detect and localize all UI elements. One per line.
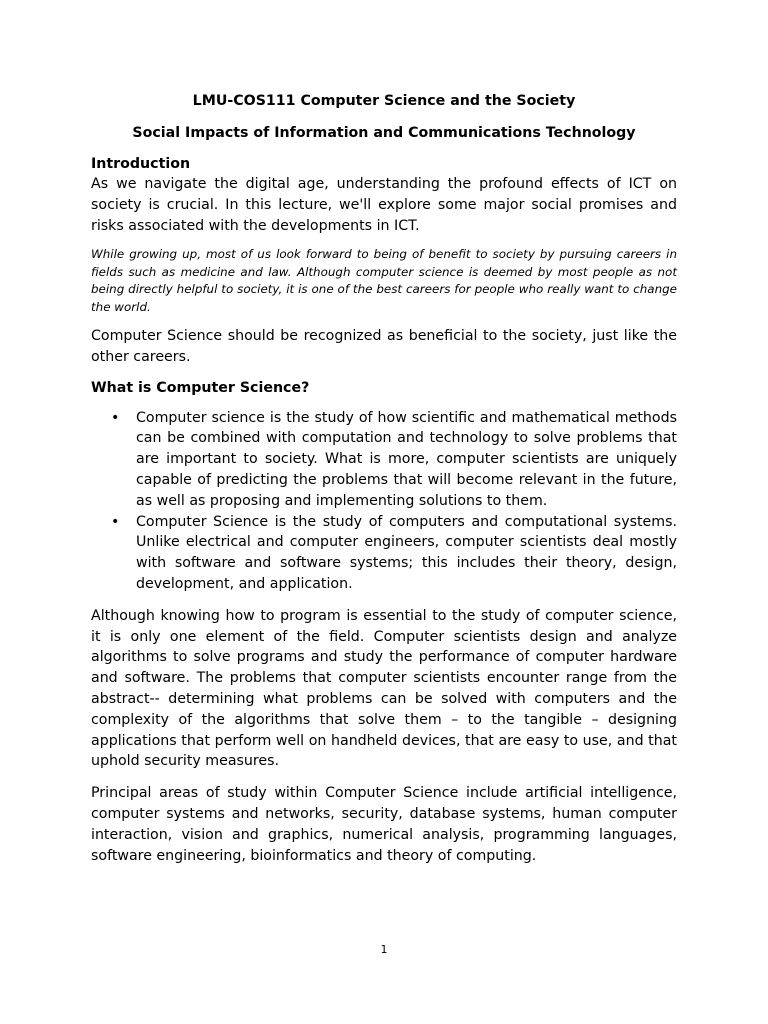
study-areas-paragraph: Principal areas of study within Computer Science include artificial intelligence, computer systems and networks, security, database systems, human computer interaction, vision and graphics, numerical analysis, programming languages, software engineering, bioinformatics and theory of computing. [91,785,677,864]
list-item [91,408,677,512]
quote-paragraph: While growing up, most of us look forward to being of benefit to society by pursuing careers in fields such as medicine and law. Although computer science is deemed by most people as not being directly helpful to society, it is one of the best careers for people who really want to change the world. [91,247,677,314]
list-item-text: Computer Science is the study of computers and computational systems. Unlike electrical and computer engineers, computer scientists deal mostly with software and software systems; this includes their theory, design, development, and application. [136,513,677,592]
introduction-paragraph: As we navigate the digital age, understanding the profound effects of ICT on society is crucial. In this lecture, we'll explore some major social promises and risks associated with the developments in ICT. [91,176,677,234]
definition-list [91,408,677,595]
introduction-heading: Introduction [91,156,191,172]
page-number: 1 [380,943,388,956]
bullet-icon: • [111,409,120,426]
list-item-text: Computer science is the study of how scientific and mathematical methods can be combined with computation and technology to solve problems that are important to society. What is more, computer scientists are uniquely capable of predicting the problems that will become relevant in the future, as well as proposing and implementing solutions to them. [136,409,677,509]
list-item [91,512,677,595]
document-page [91,91,677,866]
document-title: LMU-COS111 Computer Science and the Society [192,93,576,109]
document-subtitle: Social Impacts of Information and Communications Technology [132,125,636,141]
cs-statement-paragraph: Computer Science should be recognized as beneficial to the society, just like the other careers. [91,328,677,365]
what-is-cs-heading: What is Computer Science? [91,379,310,396]
bullet-icon: • [111,513,120,530]
programming-paragraph: Although knowing how to program is essential to the study of computer science, it is only one element of the field. Computer scientists design and analyze algorithms to solve programs and study the performance of computer hardware and software. The problems that computer scientists encounter range from the abstract-- determining what problems can be solved with computers and the complexity of the algorithms that solve them – to the tangible – designing applications that perform well on handheld devices, that are easy to use, and that uphold security measures. [91,607,677,770]
